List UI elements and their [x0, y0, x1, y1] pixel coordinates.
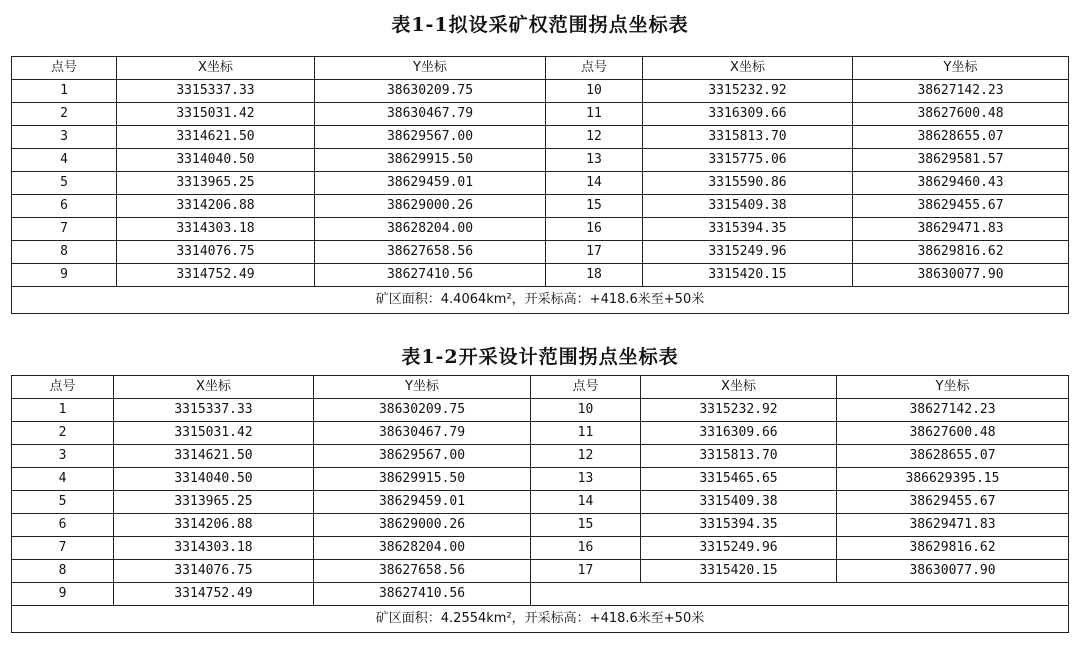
- cell-y: 38627658.56: [314, 560, 531, 583]
- table-row: [12, 560, 1069, 583]
- cell-y: 38629581.57: [853, 149, 1069, 172]
- cell-y: 38629459.01: [314, 491, 531, 514]
- cell-y: 38629455.67: [853, 195, 1069, 218]
- cell-x: 3315031.42: [117, 103, 315, 126]
- table-row: [12, 149, 1069, 172]
- table-row: [12, 241, 1069, 264]
- cell-y: 38630209.75: [315, 80, 546, 103]
- cell-y: 38627142.23: [837, 399, 1069, 422]
- cell-y: 38629455.67: [837, 491, 1069, 514]
- cell-x: 3314076.75: [114, 560, 314, 583]
- cell-x: 3313965.25: [117, 172, 315, 195]
- header-point-no: 点号: [546, 57, 643, 80]
- cell-x: 3315394.35: [643, 218, 853, 241]
- cell-y: 38627600.48: [853, 103, 1069, 126]
- cell-x: 3315031.42: [114, 422, 314, 445]
- table-row: [12, 195, 1069, 218]
- cell-y: 38629460.43: [853, 172, 1069, 195]
- coordinate-table-2: [11, 375, 1069, 633]
- cell-point-no: 4: [12, 149, 117, 172]
- cell-x: 3316309.66: [643, 103, 853, 126]
- cell-y: 38630209.75: [314, 399, 531, 422]
- cell-x: 3314621.50: [114, 445, 314, 468]
- area-elevation-note: 矿区面积：4.2554km²，开采标高：+418.6米至+50米: [12, 606, 1069, 633]
- cell-point-no: 2: [12, 422, 114, 445]
- cell-y: 38628204.00: [315, 218, 546, 241]
- cell-x: 3315232.92: [643, 80, 853, 103]
- cell-x: 3315232.92: [641, 399, 837, 422]
- cell-x: 3315590.86: [643, 172, 853, 195]
- cell-point-no: 18: [546, 264, 643, 287]
- cell-y: 38628655.07: [853, 126, 1069, 149]
- header-point-no: 点号: [531, 376, 641, 399]
- cell-y: 38629567.00: [315, 126, 546, 149]
- cell-x: 3315813.70: [643, 126, 853, 149]
- table-row: [12, 218, 1069, 241]
- table-row: [12, 172, 1069, 195]
- cell-x: 3315465.65: [641, 468, 837, 491]
- cell-x: 3314752.49: [114, 583, 314, 606]
- table-row: [12, 583, 1069, 606]
- cell-point-no: 17: [546, 241, 643, 264]
- cell-point-no: 8: [12, 560, 114, 583]
- cell-point-no: 5: [12, 172, 117, 195]
- cell-x: 3315337.33: [114, 399, 314, 422]
- cell-x: 3316309.66: [641, 422, 837, 445]
- cell-x: 3314303.18: [117, 218, 315, 241]
- cell-y: 38627410.56: [315, 264, 546, 287]
- table-row: [12, 514, 1069, 537]
- table-row: [12, 422, 1069, 445]
- cell-point-no: 7: [12, 218, 117, 241]
- cell-y: 38629459.01: [315, 172, 546, 195]
- cell-y: 38629915.50: [315, 149, 546, 172]
- cell-point-no: 15: [546, 195, 643, 218]
- cell-y: 38630077.90: [853, 264, 1069, 287]
- cell-x: 3314752.49: [117, 264, 315, 287]
- cell-point-no: 6: [12, 195, 117, 218]
- cell-point-no: 7: [12, 537, 114, 560]
- header-point-no: 点号: [12, 376, 114, 399]
- cell-point-no: 11: [531, 422, 641, 445]
- header-x-coord: X坐标: [117, 57, 315, 80]
- table-row: [12, 399, 1069, 422]
- cell-point-no: 9: [12, 264, 117, 287]
- cell-point-no: 3: [12, 126, 117, 149]
- cell-y: 38627410.56: [314, 583, 531, 606]
- header-x-coord: X坐标: [641, 376, 837, 399]
- cell-x: 3314621.50: [117, 126, 315, 149]
- cell-point-no: 8: [12, 241, 117, 264]
- cell-point-no: 10: [546, 80, 643, 103]
- table-row: [12, 126, 1069, 149]
- cell-x: 3314303.18: [114, 537, 314, 560]
- cell-point-no: 15: [531, 514, 641, 537]
- table2-caption: 表1-2开采设计范围拐点坐标表: [401, 346, 679, 368]
- cell-point-no: 16: [546, 218, 643, 241]
- cell-x: 3315775.06: [643, 149, 853, 172]
- cell-point-no: 13: [531, 468, 641, 491]
- cell-point-no: 16: [531, 537, 641, 560]
- table-row: [12, 468, 1069, 491]
- cell-point-no: 13: [546, 149, 643, 172]
- table-footer-row: [12, 606, 1069, 633]
- cell-x: 3315420.15: [641, 560, 837, 583]
- cell-x: 3315420.15: [643, 264, 853, 287]
- cut-off-text-line: [0, 646, 1080, 655]
- cell-x: 3315394.35: [641, 514, 837, 537]
- header-y-coord: Y坐标: [314, 376, 531, 399]
- cell-x: 3313965.25: [114, 491, 314, 514]
- cell-y: 38628655.07: [837, 445, 1069, 468]
- table-header-row: [12, 376, 1069, 399]
- cell-point-no: 6: [12, 514, 114, 537]
- cell-point-no: 14: [546, 172, 643, 195]
- table-row: [12, 445, 1069, 468]
- empty-cell: [531, 583, 1069, 606]
- cell-y: 386629395.15: [837, 468, 1069, 491]
- table-row: [12, 537, 1069, 560]
- cell-y: 38629000.26: [315, 195, 546, 218]
- cell-x: 3315337.33: [117, 80, 315, 103]
- cell-y: 38627658.56: [315, 241, 546, 264]
- table1-caption: 表1-1拟设采矿权范围拐点坐标表: [391, 14, 689, 36]
- table-footer-row: [12, 287, 1069, 314]
- cell-y: 38630077.90: [837, 560, 1069, 583]
- cell-y: 38629471.83: [837, 514, 1069, 537]
- header-y-coord: Y坐标: [853, 57, 1069, 80]
- cell-x: 3314040.50: [117, 149, 315, 172]
- cell-y: 38629915.50: [314, 468, 531, 491]
- cell-y: 38630467.79: [315, 103, 546, 126]
- cell-point-no: 9: [12, 583, 114, 606]
- cell-point-no: 1: [12, 399, 114, 422]
- header-x-coord: X坐标: [114, 376, 314, 399]
- area-elevation-note: 矿区面积：4.4064km²，开采标高：+418.6米至+50米: [12, 287, 1069, 314]
- cell-y: 38629000.26: [314, 514, 531, 537]
- cell-point-no: 12: [546, 126, 643, 149]
- cell-point-no: 3: [12, 445, 114, 468]
- table-row: [12, 80, 1069, 103]
- table-row: [12, 103, 1069, 126]
- cell-x: 3315409.38: [641, 491, 837, 514]
- cell-y: 38628204.00: [314, 537, 531, 560]
- table-row: [12, 264, 1069, 287]
- cell-x: 3314206.88: [114, 514, 314, 537]
- cell-point-no: 17: [531, 560, 641, 583]
- cell-x: 3314076.75: [117, 241, 315, 264]
- cell-y: 38629816.62: [853, 241, 1069, 264]
- cell-x: 3315249.96: [641, 537, 837, 560]
- header-point-no: 点号: [12, 57, 117, 80]
- table-row: [12, 491, 1069, 514]
- cell-y: 38629816.62: [837, 537, 1069, 560]
- cell-x: 3314206.88: [117, 195, 315, 218]
- header-y-coord: Y坐标: [315, 57, 546, 80]
- cell-point-no: 4: [12, 468, 114, 491]
- cell-x: 3315813.70: [641, 445, 837, 468]
- header-y-coord: Y坐标: [837, 376, 1069, 399]
- cell-point-no: 5: [12, 491, 114, 514]
- cell-point-no: 10: [531, 399, 641, 422]
- coordinate-table-1: [11, 56, 1069, 314]
- cell-point-no: 11: [546, 103, 643, 126]
- cell-point-no: 14: [531, 491, 641, 514]
- table-header-row: [12, 57, 1069, 80]
- cell-x: 3314040.50: [114, 468, 314, 491]
- cell-x: 3315409.38: [643, 195, 853, 218]
- cell-y: 38629567.00: [314, 445, 531, 468]
- cell-y: 38627600.48: [837, 422, 1069, 445]
- header-x-coord: X坐标: [643, 57, 853, 80]
- cell-y: 38630467.79: [314, 422, 531, 445]
- cell-point-no: 1: [12, 80, 117, 103]
- cell-x: 3315249.96: [643, 241, 853, 264]
- cell-point-no: 2: [12, 103, 117, 126]
- cell-y: 38629471.83: [853, 218, 1069, 241]
- cell-y: 38627142.23: [853, 80, 1069, 103]
- cell-point-no: 12: [531, 445, 641, 468]
